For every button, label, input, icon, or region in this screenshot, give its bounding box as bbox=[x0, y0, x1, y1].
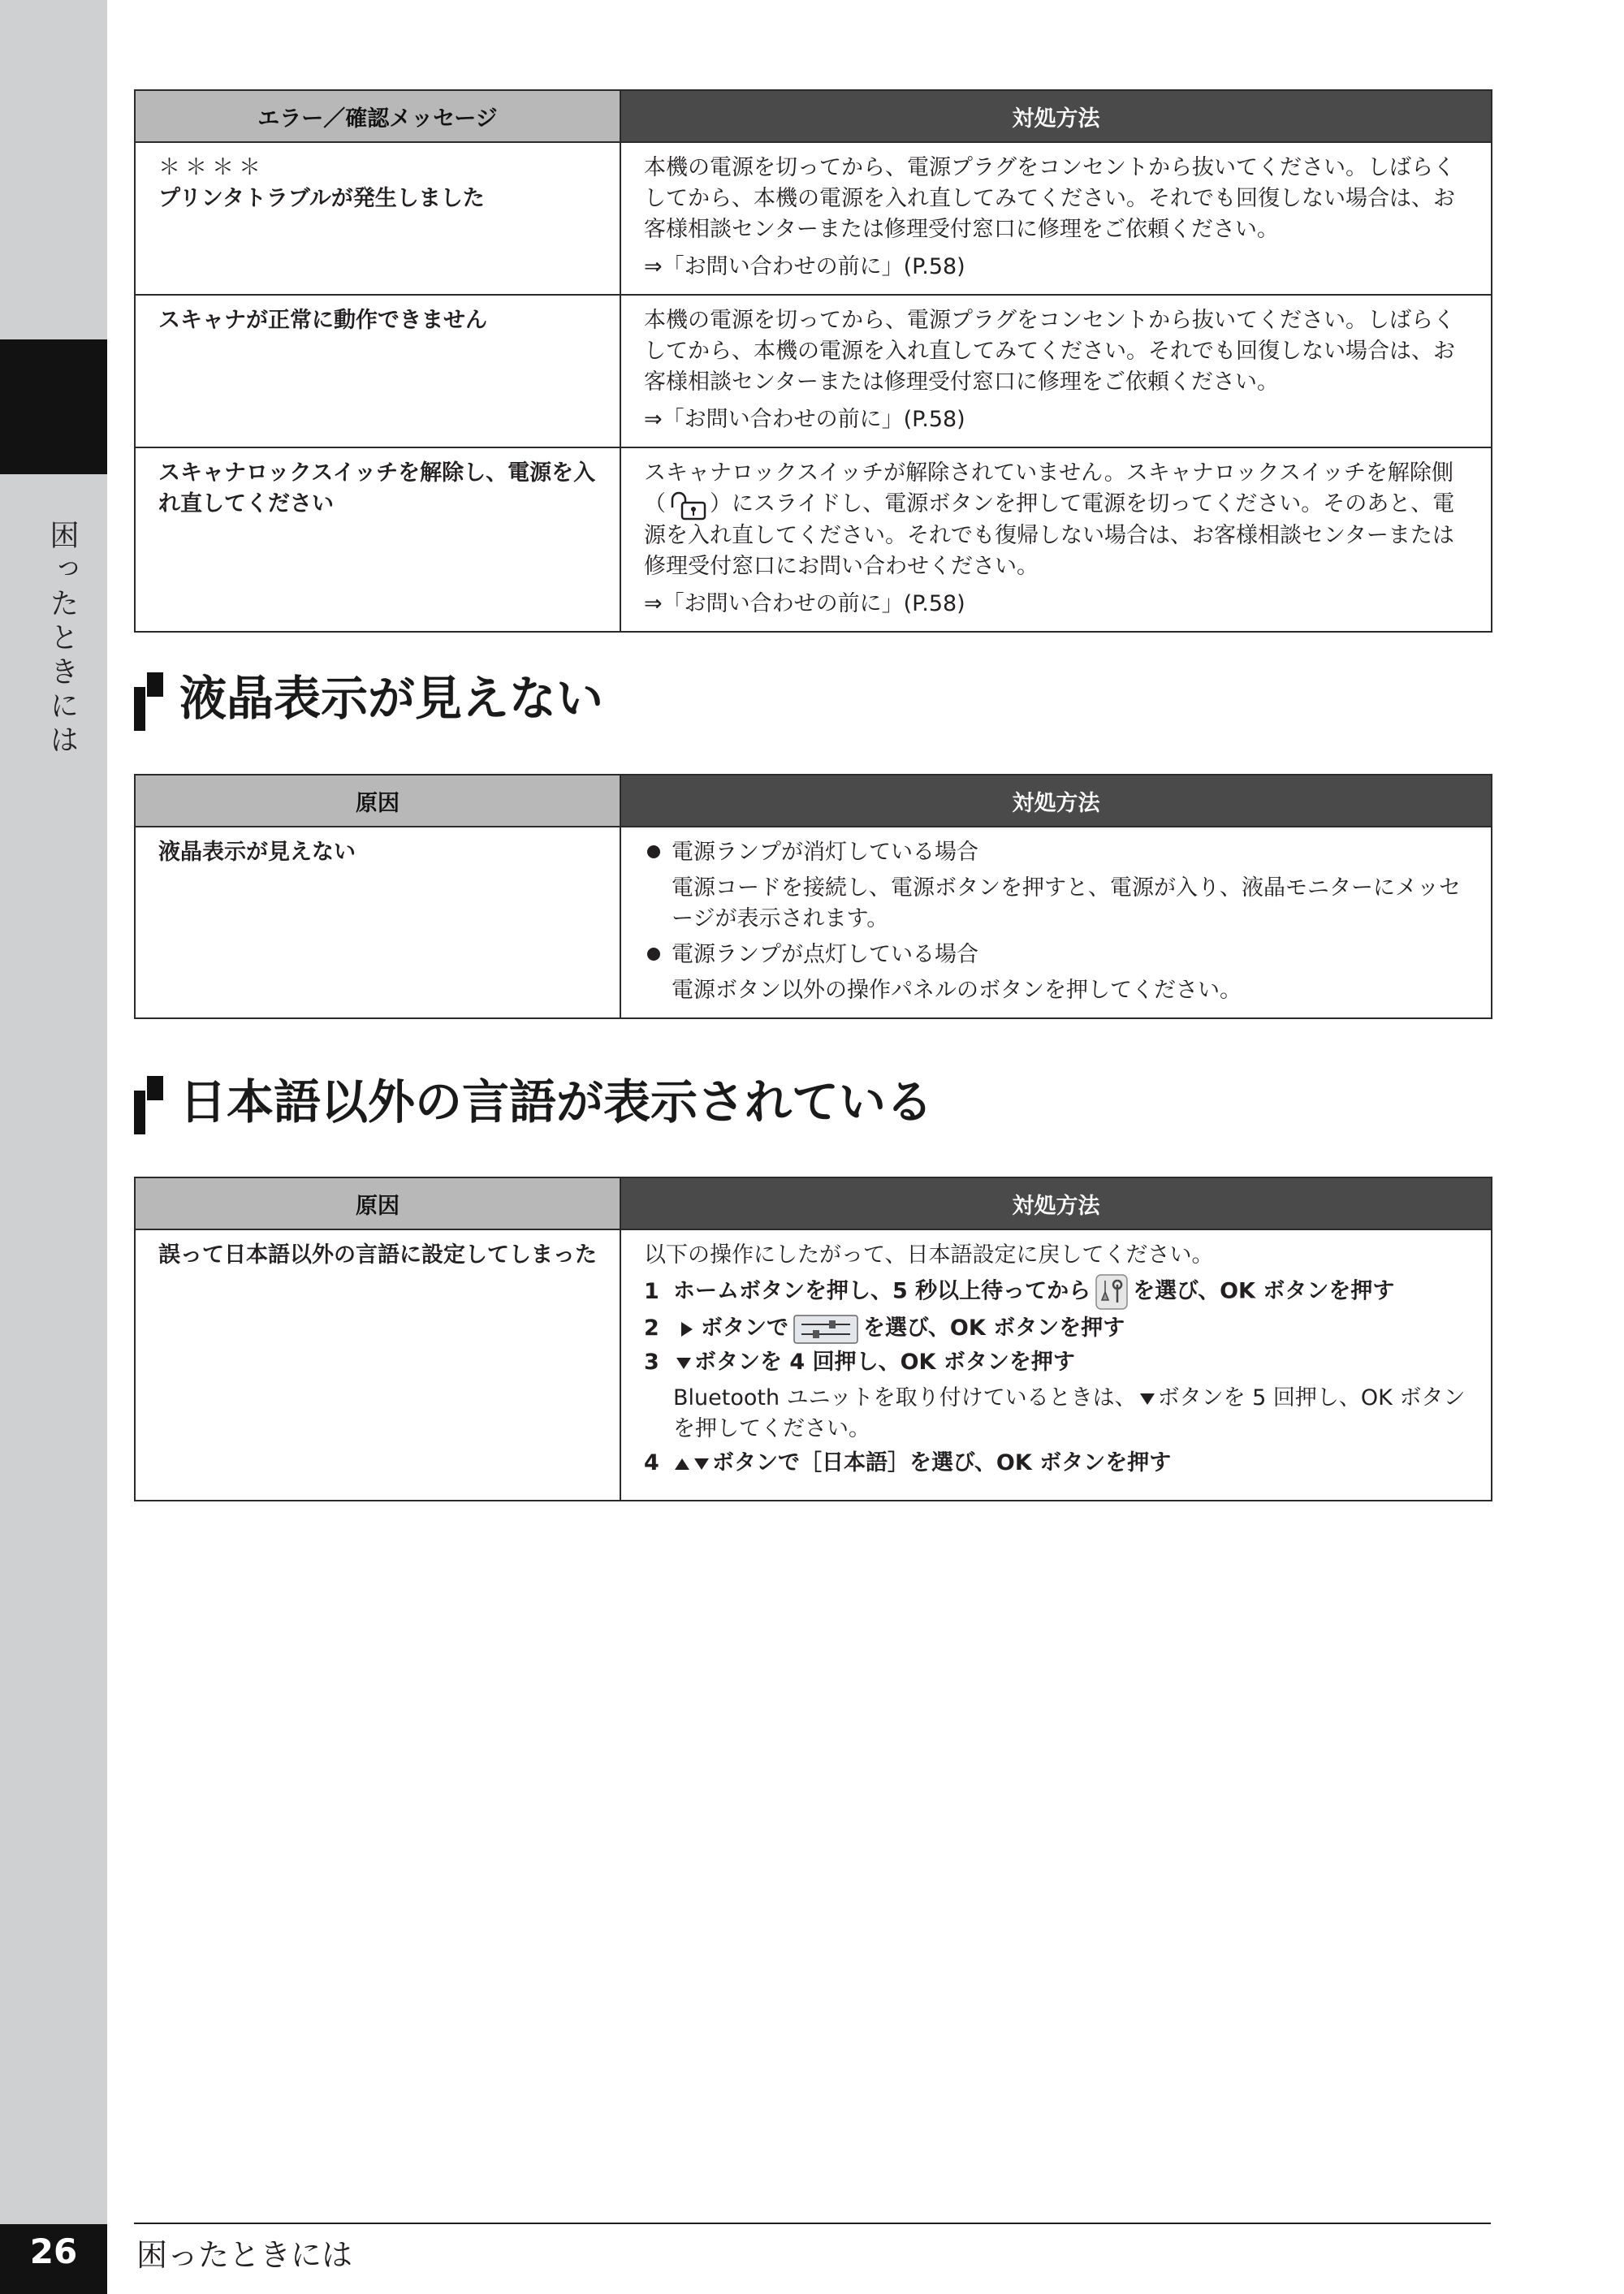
table-header-row bbox=[135, 90, 1492, 142]
solution-text: スキャナロックスイッチが解除されていません。スキャナロックスイッチを解除側（ ）にスライドし、電源ボタンを押して電源を切ってください。そのあと、電源を入れ直してください。それでも復帰しない場合は、お客様相談センターまたは修理受付窓口にお問い合わせください。 bbox=[644, 460, 1455, 579]
solution-cell bbox=[620, 295, 1492, 447]
device-settings-icon bbox=[793, 1315, 858, 1344]
step-4: 4 ボタンで［日本語］を選び、OK ボタンを押す bbox=[644, 1450, 1172, 1475]
error-message-table bbox=[134, 89, 1492, 633]
error-cause-cell bbox=[135, 142, 620, 295]
solution-cell bbox=[620, 142, 1492, 295]
section-title: 日本語以外の言語が表示されている bbox=[179, 1074, 934, 1130]
reference-link[interactable]: ⇒「お問い合わせの前に」(P.58) bbox=[644, 407, 965, 432]
up-arrow-icon bbox=[675, 1458, 689, 1470]
section-heading bbox=[134, 1069, 933, 1134]
error-message: プリンタトラブルが発生しました bbox=[158, 186, 485, 211]
chapter-tab bbox=[0, 339, 107, 474]
down-arrow-icon bbox=[1140, 1393, 1155, 1405]
down-arrow-icon bbox=[694, 1458, 709, 1470]
table-row bbox=[135, 827, 1492, 1018]
step-2: 2 ボタンで を選び、OK ボタンを押す bbox=[644, 1313, 1475, 1344]
setup-tools-icon bbox=[1095, 1274, 1128, 1310]
table-row bbox=[135, 295, 1492, 447]
solution-cell bbox=[620, 447, 1492, 632]
down-arrow-icon bbox=[676, 1358, 691, 1369]
solution-intro: 以下の操作にしたがって、日本語設定に戻してください。 bbox=[644, 1242, 1214, 1268]
column-header-solution: 対処方法 bbox=[620, 1177, 1492, 1229]
solution-text: 本機の電源を切ってから、電源プラグをコンセントから抜いてください。しばらくしてから、本機の電源を入れ直してみてください。それでも回復しない場合は、お客様相談センターまたは修理受付窓口に修理をご依頼ください。 bbox=[644, 155, 1455, 242]
heading-mark-icon bbox=[134, 672, 163, 731]
right-arrow-icon bbox=[681, 1322, 693, 1337]
table-row bbox=[135, 1229, 1492, 1501]
bullet-icon bbox=[647, 845, 660, 858]
chapter-label: 困ったときには bbox=[45, 520, 79, 758]
error-code: ＊＊＊＊ bbox=[158, 155, 266, 180]
table-header-row bbox=[135, 1177, 1492, 1229]
bullet-detail: 電源ボタン以外の操作パネルのボタンを押してください。 bbox=[672, 978, 1242, 1003]
reference-link[interactable]: ⇒「お問い合わせの前に」(P.58) bbox=[644, 254, 965, 279]
column-header-cause: 原因 bbox=[135, 775, 620, 827]
unlock-icon bbox=[666, 490, 710, 521]
lcd-table bbox=[134, 774, 1492, 1019]
page-number: 26 bbox=[0, 2224, 107, 2294]
bullet-item: 電源ランプが消灯している場合 bbox=[644, 837, 1475, 868]
column-header-message: エラー／確認メッセージ bbox=[135, 90, 620, 142]
step-1: 1 ホームボタンを押し、5 秒以上待ってから を選び、OK ボタンを押す bbox=[644, 1274, 1475, 1310]
language-table bbox=[134, 1177, 1492, 1501]
solution-text: 本機の電源を切ってから、電源プラグをコンセントから抜いてください。しばらくしてから、本機の電源を入れ直してみてください。それでも回復しない場合は、お客様相談センターまたは修理受付窓口に修理をご依頼ください。 bbox=[644, 308, 1455, 395]
cause-cell: 誤って日本語以外の言語に設定してしまった bbox=[135, 1229, 620, 1501]
bullet-icon bbox=[647, 948, 660, 961]
step-3: 3 ボタンを 4 回押し、OK ボタンを押す bbox=[644, 1350, 1075, 1375]
error-message: スキャナロックスイッチを解除し、電源を入れ直してください bbox=[135, 447, 620, 632]
table-row bbox=[135, 142, 1492, 295]
footer-rule bbox=[134, 2223, 1491, 2224]
solution-cell bbox=[620, 1229, 1492, 1501]
table-row bbox=[135, 447, 1492, 632]
heading-mark-icon bbox=[134, 1076, 163, 1134]
section-title: 液晶表示が見えない bbox=[179, 671, 604, 726]
bullet-item: 電源ランプが点灯している場合 bbox=[644, 940, 1475, 970]
cause-cell: 液晶表示が見えない bbox=[135, 827, 620, 1018]
step-3-note: Bluetooth ユニットを取り付けているときは、 ボタンを 5 回押し、OK ボタンを押してください。 bbox=[673, 1385, 1466, 1441]
bullet-detail: 電源コードを接続し、電源ボタンを押すと、電源が入り、液晶モニターにメッセージが表示されます。 bbox=[672, 875, 1461, 931]
solution-cell bbox=[620, 827, 1492, 1018]
reference-link[interactable]: ⇒「お問い合わせの前に」(P.58) bbox=[644, 590, 965, 616]
table-header-row bbox=[135, 775, 1492, 827]
column-header-cause: 原因 bbox=[135, 1177, 620, 1229]
column-header-solution: 対処方法 bbox=[620, 90, 1492, 142]
column-header-solution: 対処方法 bbox=[620, 775, 1492, 827]
error-message: スキャナが正常に動作できません bbox=[135, 295, 620, 447]
section-heading bbox=[134, 666, 603, 731]
footer-title: 困ったときには bbox=[136, 2237, 353, 2273]
